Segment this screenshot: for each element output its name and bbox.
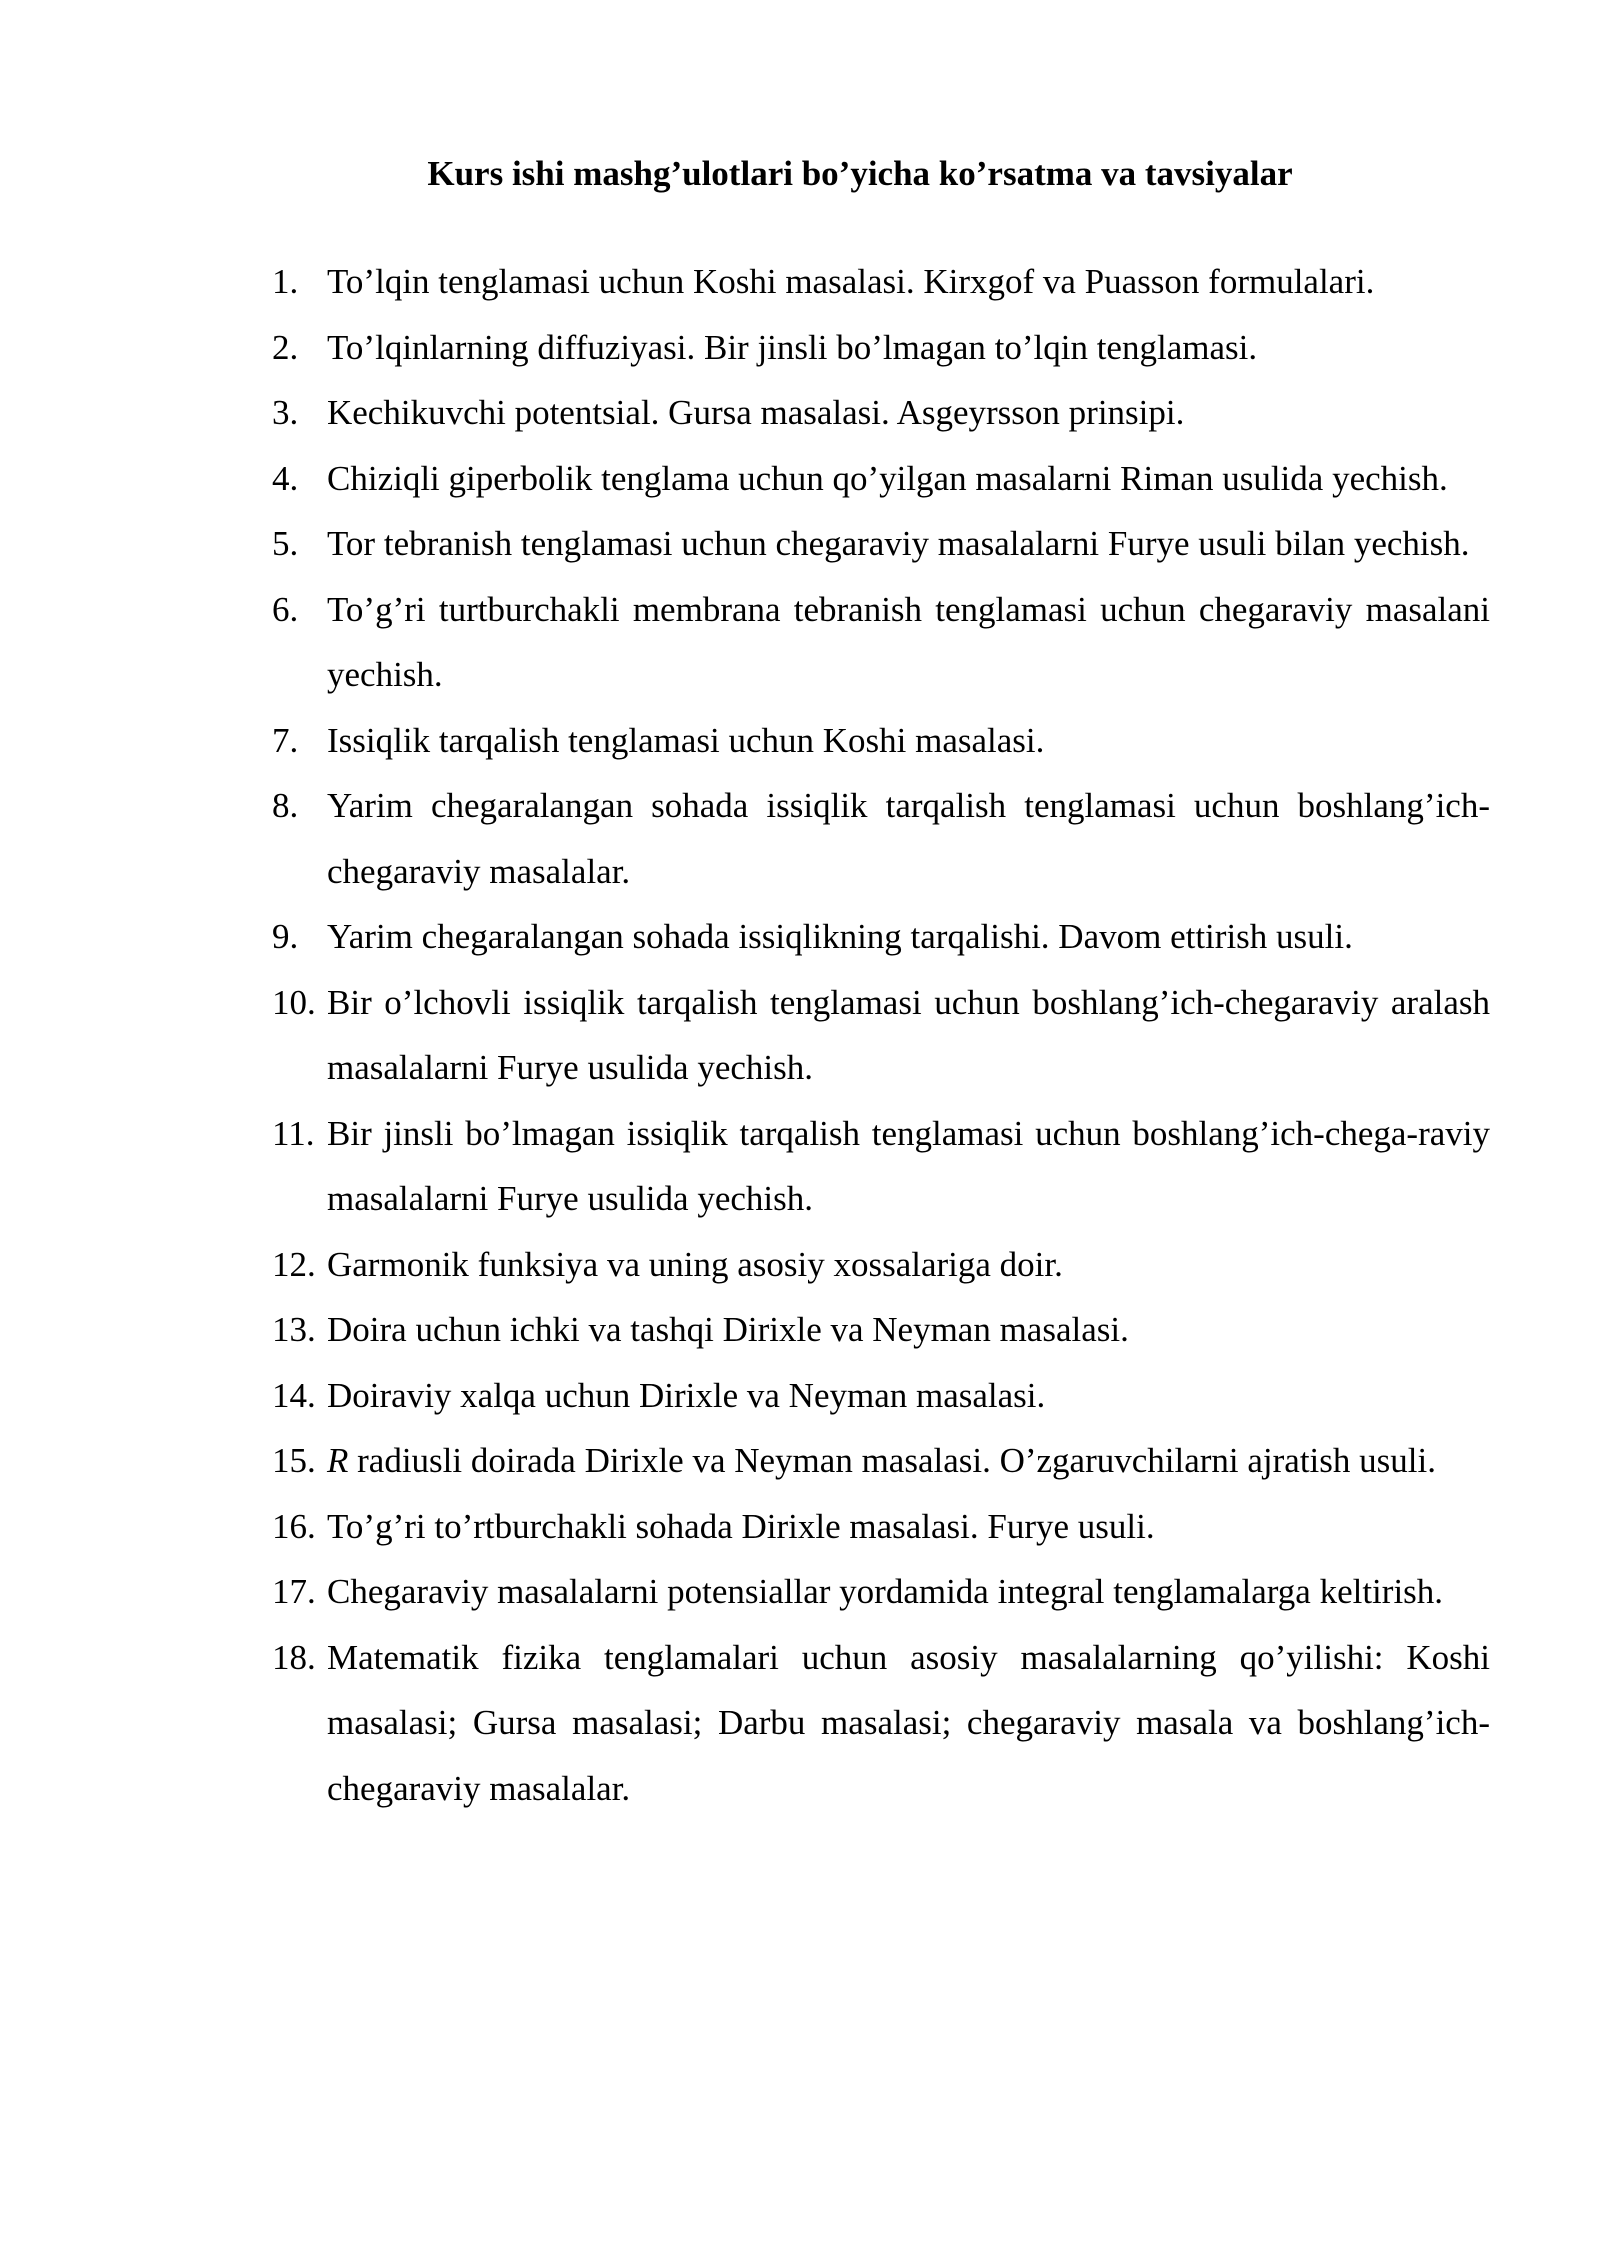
- page-title: Kurs ishi mashg’ulotlari bo’yicha ko’rsatma va tavsiyalar: [427, 154, 1293, 193]
- list-item: [272, 970, 1490, 1101]
- list-item: [272, 577, 1490, 708]
- item-text: Garmonik funksiya va uning asosiy xossalariga doir.: [327, 1244, 1063, 1284]
- item-text: radiusli doirada Dirixle va Neyman masalasi. O’zgaruvchilarni ajratish usuli.: [348, 1441, 1436, 1480]
- item-number: 16.: [272, 1506, 316, 1546]
- item-text: Chegaraviy masalalarni potensiallar yordamida integral tenglamalarga keltirish.: [327, 1572, 1444, 1611]
- list-item: [272, 904, 1490, 970]
- item-text: Yarim chegaralangan sohada issiqlikning tarqalishi. Davom ettirish usuli.: [327, 917, 1353, 956]
- item-text: To’g’ri turtburchakli membrana tebranish tenglamasi uchun chegaraviy masalani yechish.: [327, 589, 1490, 694]
- item-text: To’lqin tenglamasi uchun Koshi masalasi. Kirxgof va Puasson formulalari.: [327, 262, 1375, 301]
- item-text: Doiraviy xalqa uchun Dirixle va Neyman masalasi.: [327, 1375, 1046, 1415]
- list-item: [272, 315, 1490, 381]
- list-item: [272, 1428, 1490, 1494]
- list-item: [272, 249, 1490, 315]
- item-number: 18.: [272, 1637, 316, 1677]
- item-number: 12.: [272, 1244, 316, 1284]
- item-number: 6.: [272, 589, 299, 629]
- item-number: 15.: [272, 1441, 316, 1480]
- item-number: 7.: [272, 720, 299, 760]
- item-text: To’lqinlarning diffuziyasi. Bir jinsli bo’lmagan to’lqin tenglamasi.: [327, 327, 1258, 367]
- item-text: Matematik fizika tenglamalari uchun asosiy masalalarning qo’yilishi: Koshi masalasi; Gursa masalasi; Darbu masalasi; chegaraviy masala va boshlang’ich-chegaraviy masalalar.: [327, 1637, 1490, 1808]
- item-number: 10.: [272, 982, 316, 1022]
- item-italic-symbol: R: [327, 1441, 349, 1480]
- item-number: 5.: [272, 524, 299, 563]
- topic-list: [272, 249, 1490, 1821]
- item-number: 8.: [272, 786, 299, 825]
- item-number: 1.: [272, 262, 299, 301]
- list-item: [272, 1232, 1490, 1298]
- item-number: 2.: [272, 327, 299, 367]
- item-text: Yarim chegaralangan sohada issiqlik tarqalish tenglamasi uchun boshlang’ich-chegaraviy masalalar.: [327, 786, 1490, 891]
- list-item: [272, 446, 1490, 512]
- list-item: [272, 773, 1490, 904]
- list-item: [272, 708, 1490, 774]
- list-item: [272, 380, 1490, 446]
- item-text: Doira uchun ichki va tashqi Dirixle va Neyman masalasi.: [327, 1310, 1129, 1349]
- list-item: [272, 1625, 1490, 1822]
- list-item: [272, 1297, 1490, 1363]
- list-item: [272, 1559, 1490, 1625]
- item-text: Kechikuvchi potentsial. Gursa masalasi. Asgeyrsson prinsipi.: [327, 393, 1185, 432]
- item-text: Bir o’lchovli issiqlik tarqalish tenglamasi uchun boshlang’ich-chegaraviy aralash masalalarni Furye usulida yechish.: [327, 982, 1490, 1087]
- item-text: Tor tebranish tenglamasi uchun chegaraviy masalalarni Furye usuli bilan yechish.: [327, 524, 1470, 563]
- item-number: 11.: [272, 1113, 315, 1153]
- item-number: 9.: [272, 917, 299, 956]
- item-number: 13.: [272, 1310, 316, 1349]
- item-text: Issiqlik tarqalish tenglamasi uchun Koshi masalasi.: [327, 720, 1045, 760]
- item-text: Bir jinsli bo’lmagan issiqlik tarqalish tenglamasi uchun boshlang’ich-chega-raviy masalalarni Furye usulida yechish.: [327, 1113, 1490, 1218]
- item-text: Chiziqli giperbolik tenglama uchun qo’yilgan masalarni Riman usulida yechish.: [327, 458, 1448, 498]
- item-number: 17.: [272, 1572, 316, 1611]
- list-item: [272, 1494, 1490, 1560]
- item-number: 3.: [272, 393, 299, 432]
- item-text: To’g’ri to’rtburchakli sohada Dirixle masalasi. Furye usuli.: [327, 1506, 1155, 1546]
- item-number: 14.: [272, 1375, 316, 1415]
- item-number: 4.: [272, 458, 299, 498]
- list-item: [272, 1363, 1490, 1429]
- list-item: [272, 1101, 1490, 1232]
- list-item: [272, 511, 1490, 577]
